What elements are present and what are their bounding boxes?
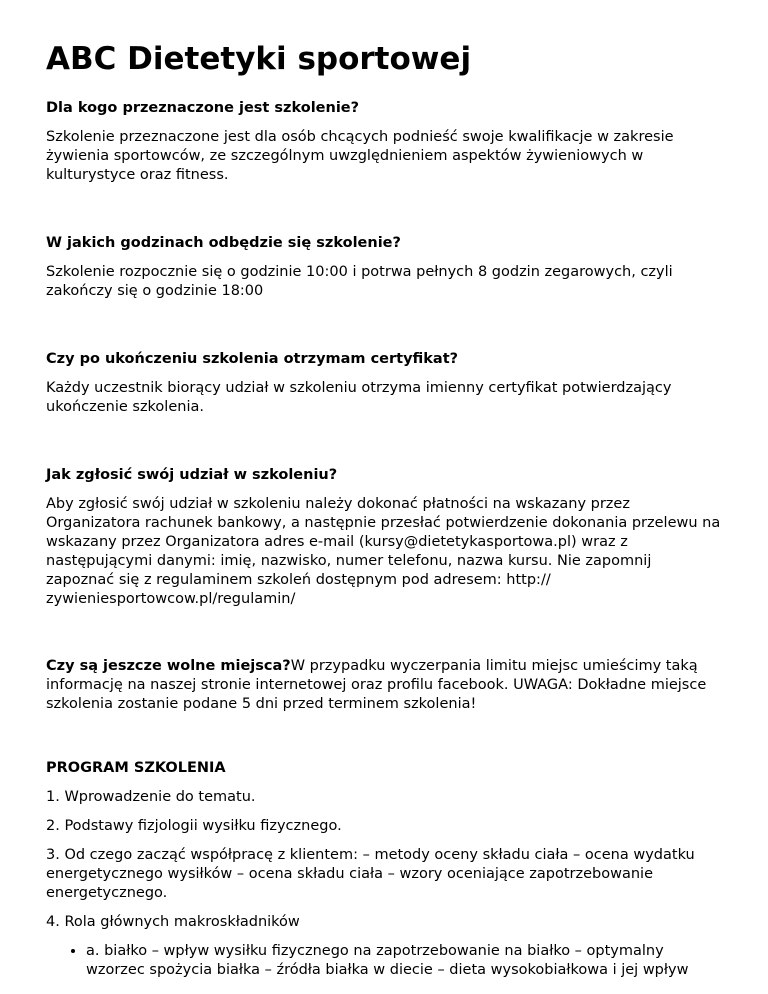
faq-section-certificate xyxy=(46,349,722,417)
faq-answer: Każdy uczestnik biorący udział w szkoleniu otrzyma imienny certyfikat potwierdzający ukończenie szkolenia. xyxy=(46,380,672,415)
page-title: ABC Dietetyki sportowej xyxy=(46,41,472,77)
program-item: 4. Rola głównych makroskładników xyxy=(46,914,300,930)
faq-section-availability xyxy=(46,657,722,714)
faq-question: W jakich godzinach odbędzie się szkolenie? xyxy=(46,235,401,251)
faq-question: Jak zgłosić swój udział w szkoleniu? xyxy=(46,467,338,483)
faq-inline-paragraph xyxy=(46,657,722,714)
faq-section-hours xyxy=(46,233,722,301)
program-subitem: • a. białko – wpływ wysiłku fizycznego na zapotrzebowanie na białko – optymalny wzorzec spożycia białka – źródła białka w diecie – dieta wysokobiałkowa i jej wpływ xyxy=(86,942,722,980)
faq-answer: Szkolenie rozpocznie się o godzinie 10:00 i potrwa pełnych 8 godzin zegarowych, czyli zakończy się o godzinie 18:00 xyxy=(46,264,673,299)
faq-question: Czy po ukończeniu szkolenia otrzymam certyfikat? xyxy=(46,351,459,367)
program-section xyxy=(46,758,722,980)
faq-answer: Szkolenie przeznaczone jest dla osób chcących podnieść swoje kwalifikacje w zakresie żywienia sportowców, ze szczególnym uwzględnieniem aspektów żywieniowych w kulturystyce oraz fitness. xyxy=(46,129,674,183)
faq-answer: Aby zgłosić swój udział w szkoleniu należy dokonać płatności na wskazany przez Organizatora rachunek bankowy, a następnie przesłać potwierdzenie dokonania przelewu na wskazany przez Organizatora adres e-mail (kursy@dietetykasportowa.pl) wraz z następującymi danymi: imię, nazwisko, numer telefonu, nazwa kursu. Nie zapomnij zapoznać się z regulaminem szkoleń dostępnym pod adresem: http:// zywieniesportowcow.pl/regulamin/ xyxy=(46,496,721,607)
program-sublist xyxy=(46,942,722,980)
program-heading: PROGRAM SZKOLENIA xyxy=(46,760,226,776)
faq-question: Dla kogo przeznaczone jest szkolenie? xyxy=(46,100,360,116)
faq-answer: W przypadku wyczerpania limitu miejsc umieścimy taką informację na naszej stronie internetowej oraz profilu facebook. UWAGA: Dokładne miejsce szkolenia zostanie podane 5 dni przed terminem szkolenia! xyxy=(46,658,707,712)
program-item: 1. Wprowadzenie do tematu. xyxy=(46,789,256,805)
faq-section-audience xyxy=(46,98,722,185)
faq-question: Czy są jeszcze wolne miejsca? xyxy=(46,658,291,674)
program-item: 2. Podstawy fizjologii wysiłku fizycznego. xyxy=(46,818,342,834)
program-item: 3. Od czego zacząć współpracę z klientem: – metody oceny składu ciała – ocena wydatku energetycznego wysiłków – ocena składu ciała – wzory oceniające zapotrzebowanie energetycznego. xyxy=(46,847,695,901)
faq-section-registration xyxy=(46,465,722,609)
